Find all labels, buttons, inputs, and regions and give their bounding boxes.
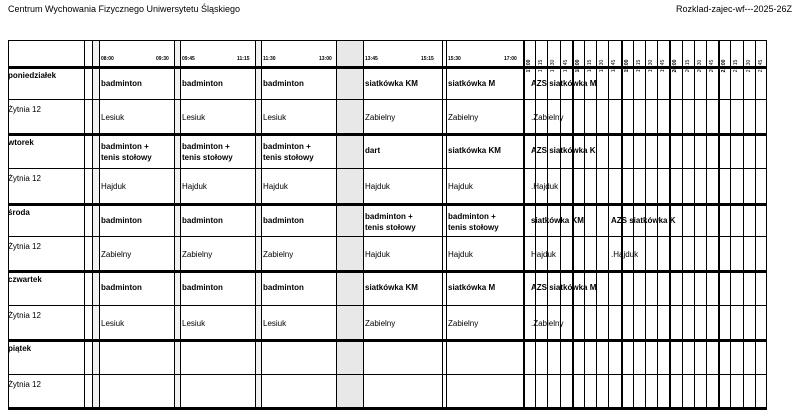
teacher-label: Lesiuk — [263, 319, 287, 328]
teacher-label: Zabielny — [365, 319, 396, 328]
day-name: poniedziałek — [8, 71, 57, 80]
grid-tick-line — [730, 40, 731, 410]
activity-label: badminton + tenis stołowy — [263, 142, 314, 162]
activity-label: siatkówka KM — [531, 216, 584, 225]
gap-column — [336, 40, 363, 410]
time-label: 15:15 — [421, 56, 434, 62]
teacher-label: .Zabielny — [531, 319, 564, 328]
schedule-grid — [8, 40, 767, 410]
time-label: 13:00 — [319, 56, 332, 62]
time-label: 13:45 — [365, 56, 378, 62]
activity-label: badminton — [101, 283, 142, 292]
time-tick-label: 20:00 — [672, 59, 678, 73]
grid-tick-line — [584, 40, 585, 410]
row-separator — [8, 305, 767, 306]
grid-tick-line — [743, 40, 744, 410]
grid-column-line — [92, 40, 93, 410]
teacher-label: Zabielny — [448, 319, 479, 328]
activity-label: siatkówka KM — [365, 79, 418, 88]
time-tick-label: 17:15 — [538, 59, 544, 73]
row-separator — [8, 99, 767, 100]
time-tick-label: 17:00 — [526, 59, 532, 73]
teacher-label: Hajduk — [263, 182, 288, 191]
grid-tick-line — [596, 40, 597, 410]
grid-right-border — [766, 40, 767, 410]
gap-column — [92, 40, 99, 410]
grid-left-border — [8, 40, 9, 410]
grid-column-line — [261, 40, 262, 410]
time-tick-label: 21:15 — [733, 59, 739, 73]
activity-label: badminton + tenis stołowy — [448, 212, 499, 232]
teacher-label: Lesiuk — [101, 319, 125, 328]
day-name: środa — [8, 208, 30, 217]
location-label: Żytnia 12 — [8, 242, 41, 251]
day-name: czwartek — [8, 275, 42, 284]
activity-label: badminton — [101, 79, 142, 88]
time-tick-label: 17:45 — [563, 59, 569, 73]
grid-column-line — [255, 40, 256, 410]
teacher-label: .Zabielny — [531, 113, 564, 122]
time-label: 11:30 — [263, 56, 276, 62]
teacher-label: Lesiuk — [263, 113, 287, 122]
location-label: Żytnia 12 — [8, 105, 41, 114]
time-label: 09:45 — [182, 56, 195, 62]
time-tick-label: 21:00 — [721, 59, 727, 73]
teacher-label: Zabielny — [101, 250, 132, 259]
time-label: 08:00 — [101, 56, 114, 62]
teacher-label: Lesiuk — [182, 113, 206, 122]
time-label: 11:15 — [237, 56, 250, 62]
activity-label: badminton + tenis stołowy — [101, 142, 152, 162]
activity-label: badminton — [182, 283, 223, 292]
location-label: Żytnia 12 — [8, 380, 41, 389]
teacher-label: Hajduk — [365, 250, 390, 259]
grid-column-line — [336, 40, 337, 410]
teacher-label: Hajduk — [101, 182, 126, 191]
grid-tick-line — [706, 40, 707, 410]
time-label: 09:30 — [156, 56, 169, 62]
teacher-label: .Hajduk — [611, 250, 639, 259]
day-separator — [8, 203, 767, 206]
time-tick-label: 19:15 — [636, 59, 642, 73]
teacher-label: Hajduk — [448, 182, 473, 191]
teacher-label: Hajduk — [365, 182, 390, 191]
time-tick-label: 20:30 — [697, 59, 703, 73]
activity-label: AZS siatkówka K — [611, 216, 676, 225]
row-separator — [8, 374, 767, 375]
activity-label: AZS siatkówka K — [531, 146, 596, 155]
grid-column-line — [99, 40, 100, 410]
teacher-label: Hajduk — [448, 250, 473, 259]
teacher-label: Zabielny — [448, 113, 479, 122]
time-tick-label: 19:30 — [648, 59, 654, 73]
grid-label-separator — [84, 40, 85, 410]
grid-tick-line — [718, 40, 720, 410]
day-separator — [8, 270, 767, 273]
time-tick-label: 18:15 — [587, 59, 593, 73]
time-label: 17:00 — [504, 56, 517, 62]
time-tick-label: 21:30 — [746, 59, 752, 73]
teacher-label: Zabielny — [263, 250, 294, 259]
grid-column-line — [446, 40, 447, 410]
time-tick-label: 20:45 — [709, 59, 715, 73]
activity-label: badminton — [182, 216, 223, 225]
grid-top-border — [8, 40, 767, 41]
teacher-label: Zabielny — [182, 250, 213, 259]
grid-tick-line — [682, 40, 683, 410]
grid-tick-line — [755, 40, 756, 410]
grid-tick-line — [694, 40, 695, 410]
activity-label: badminton — [182, 79, 223, 88]
activity-label: siatkówka M — [448, 79, 496, 88]
activity-label: AZS siatkówka M — [531, 79, 597, 88]
grid-column-line — [363, 40, 364, 410]
time-tick-label: 20:15 — [685, 59, 691, 73]
teacher-label: Hajduk — [182, 182, 207, 191]
day-name: wtorek — [8, 138, 34, 147]
grid-column-line — [174, 40, 175, 410]
activity-label: dart — [365, 146, 381, 155]
teacher-label: Lesiuk — [182, 319, 206, 328]
time-tick-label: 18:00 — [575, 59, 581, 73]
time-tick-label: 18:45 — [611, 59, 617, 73]
time-tick-label: 21:45 — [758, 59, 764, 73]
activity-label: siatkówka M — [448, 283, 496, 292]
activity-label: badminton — [263, 216, 304, 225]
row-separator — [8, 168, 767, 169]
teacher-label: Hajduk — [531, 250, 556, 259]
grid-tick-line — [523, 40, 525, 410]
teacher-label: Zabielny — [365, 113, 396, 122]
time-label: 15:30 — [448, 56, 461, 62]
time-tick-label: 18:30 — [599, 59, 605, 73]
time-tick-label: 17:30 — [550, 59, 556, 73]
day-separator — [8, 339, 767, 342]
row-separator — [8, 236, 767, 237]
location-label: Żytnia 12 — [8, 311, 41, 320]
day-separator — [8, 133, 767, 136]
activity-label: badminton — [101, 216, 142, 225]
teacher-label: .Hajduk — [531, 182, 559, 191]
activity-label: badminton + tenis stołowy — [182, 142, 233, 162]
time-tick-label: 19:00 — [624, 59, 630, 73]
teacher-label: Lesiuk — [101, 113, 125, 122]
location-label: Żytnia 12 — [8, 174, 41, 183]
grid-column-line — [180, 40, 181, 410]
activity-label: siatkówka KM — [448, 146, 501, 155]
time-tick-label: 19:45 — [660, 59, 666, 73]
grid-bottom-border — [8, 407, 767, 410]
activity-label: badminton — [263, 283, 304, 292]
activity-label: badminton + tenis stołowy — [365, 212, 416, 232]
document-title: Centrum Wychowania Fizycznego Uniwersytetu Śląskiego — [8, 4, 241, 14]
activity-label: AZS siatkówka M — [531, 283, 597, 292]
day-name: piątek — [8, 344, 32, 353]
file-name: Rozklad-zajec-wf---2025-26Z — [675, 4, 792, 14]
grid-tick-line — [608, 40, 609, 410]
activity-label: siatkówka KM — [365, 283, 418, 292]
activity-label: badminton — [263, 79, 304, 88]
grid-column-line — [442, 40, 443, 410]
